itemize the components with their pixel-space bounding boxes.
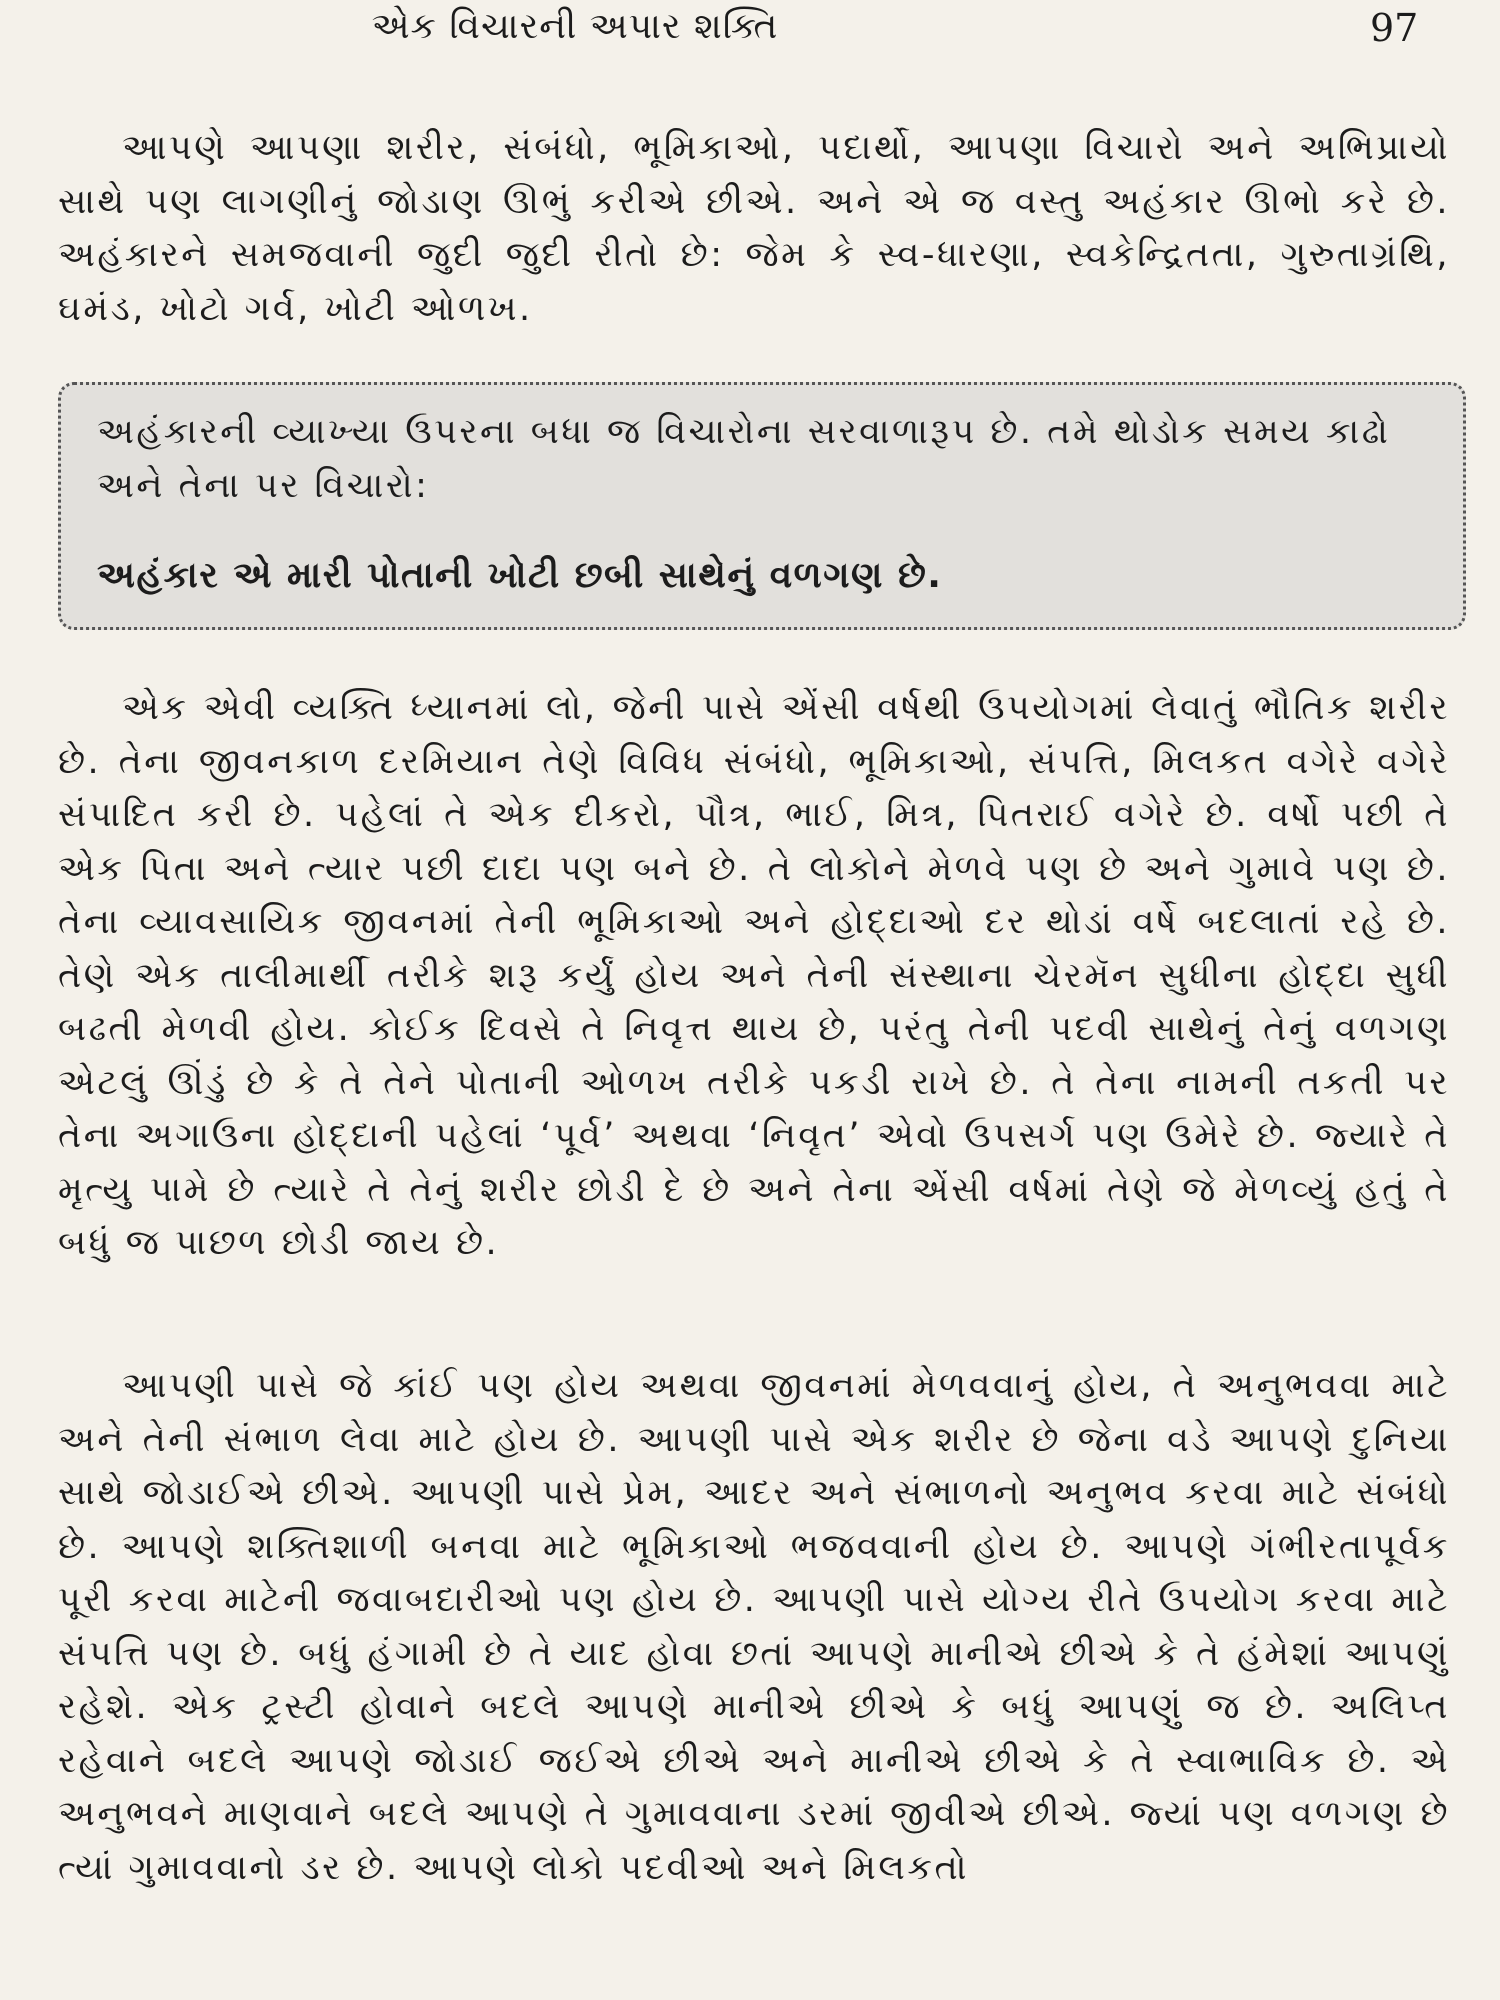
paragraph-life-example: એક એવી વ્યક્તિ ધ્યાનમાં લો, જેની પાસે એંસી વર્ષથી ઉપયોગમાં લેવાતું ભૌતિક શરીર છે. તેના જીવનકાળ દરમિયાન તેણે વિવિધ સંબંધો, ભૂમિકાઓ, સંપત્તિ, મિલકત વગેરે વગેરે સંપાદિત કરી છે. પહેલાં તે એક દીકરો, પૌત્ર, ભાઈ, મિત્ર, પિતરાઈ વગેરે છે. વર્ષો પછી તે એક પિતા અને ત્યાર પછી દાદા પણ બને છે. તે લોકોને મેળવે પણ છે અને ગુમાવે પણ છે. તેના વ્યાવસાયિક જીવનમાં તેની ભૂમિકાઓ અને હોદ્દાઓ દર થોડાં વર્ષે બદલાતાં રહે છે. તેણે એક તાલીમાર્થી તરીકે શરૂ કર્યું હોય અને તેની સંસ્થાના ચેરમૅન સુધીના હોદ્દા સુધી બઢતી મેળવી હોય. કોઈક દિવસે તે નિવૃત્ત થાય છે, પરંતુ તેની પદવી સાથેનું તેનું વળગણ એટલું ઊંડું છે કે તે તેને પોતાની ઓળખ તરીકે પકડી રાખે છે. તે તેના નામની તકતી પર તેના અગાઉના હોદ્દાની પહેલાં ‘પૂર્વ’ અથવા ‘નિવૃત’ એવો ઉપસર્ગ પણ ઉમેરે છે. જ્યારે તે મૃત્યુ પામે છે ત્યારે તે તેનું શરીર છોડી દે છે અને તેના એંસી વર્ષમાં તેણે જે મેળવ્યું હતું તે બધું જ પાછળ છોડી જાય છે. bbox=[58, 688, 1450, 1263]
paragraph-possessions: આપણી પાસે જે કાંઈ પણ હોય અથવા જીવનમાં મેળવવાનું હોય, તે અનુભવવા માટે અને તેની સંભાળ લેવા માટે હોય છે. આપણી પાસે એક શરીર છે જેના વડે આપણે દુનિયા સાથે જોડાઈએ છીએ. આપણી પાસે પ્રેમ, આદર અને સંભાળનો અનુભવ કરવા માટે સંબંધો છે. આપણે શક્તિશાળી બનવા માટે ભૂમિકાઓ ભજવવાની હોય છે. આપણે ગંભીરતાપૂર્વક પૂરી કરવા માટેની જવાબદારીઓ પણ હોય છે. આપણી પાસે યોગ્ય રીતે ઉપયોગ કરવા માટે સંપત્તિ પણ છે. બધું હંગામી છે તે યાદ હોવા છતાં આપણે માનીએ છીએ કે તે હંમેશાં આપણું રહેશે. એક ટ્રસ્ટી હોવાને બદલે આપણે માનીએ છીએ કે બધું આપણું જ છે. અલિપ્ત રહેવાને બદલે આપણે જોડાઈ જઈએ છીએ અને માનીએ છીએ કે તે સ્વાભાવિક છે. એ અનુભવને માણવાને બદલે આપણે તે ગુમાવવાના ડરમાં જીવીએ છીએ. જ્યાં પણ વળગણ છે ત્યાં ગુમાવવાનો ડર છે. આપણે લોકો પદવીઓ અને મિલકતો bbox=[58, 1366, 1450, 1888]
page-number: 97 bbox=[1370, 6, 1419, 50]
running-title: એક વિચારની અપાર શક્તિ bbox=[371, 6, 779, 47]
page-header bbox=[0, 6, 1500, 56]
callout-box bbox=[58, 382, 1466, 630]
callout-emphasis: અહંકાર એ મારી પોતાની ખોટી છબી સાથેનું વળગણ છે. bbox=[97, 555, 943, 596]
paragraph-ego-attachment: આપણે આપણા શરીર, સંબંધો, ભૂમિકાઓ, પદાર્થો, આપણા વિચારો અને અભિપ્રાયો સાથે પણ લાગણીનું જોડાણ ઊભું કરીએ છીએ. અને એ જ વસ્તુ અહંકાર ઊભો કરે છે. અહંકારને સમજવાની જુદી જુદી રીતો છે: જેમ કે સ્વ-ધારણા, સ્વકેન્દ્રિતતા, ગુરુતાગ્રંથિ, ઘમંડ, ખોટો ગર્વ, ખોટી ઓળખ. bbox=[58, 128, 1450, 329]
callout-text: અહંકારની વ્યાખ્યા ઉપરના બધા જ વિચારોના સરવાળારૂપ છે. તમે થોડોક સમય કાઢો અને તેના પર વિચારો: bbox=[97, 412, 1391, 506]
